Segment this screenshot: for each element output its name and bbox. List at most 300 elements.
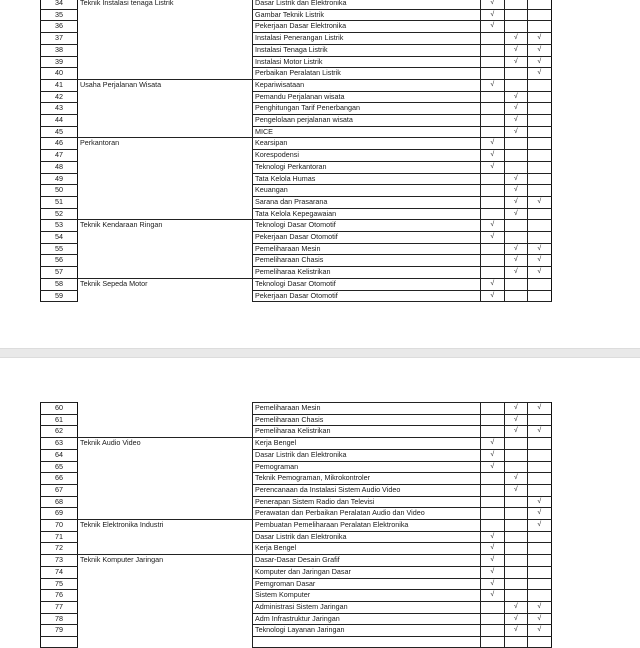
check-cell-3: [528, 566, 552, 578]
table-row: [41, 196, 552, 208]
program-cell: [78, 578, 253, 590]
checkmark-icon: √: [490, 532, 495, 540]
checkmark-icon: √: [490, 291, 495, 299]
program-cell: [78, 461, 253, 473]
check-cell-3: [528, 161, 552, 173]
row-number-cell: 72: [41, 543, 78, 555]
check-cell-3: [528, 625, 552, 637]
check-cell-1: [481, 0, 505, 9]
check-cell-2: [504, 520, 528, 532]
row-number-cell: 51: [41, 196, 78, 208]
program-cell: [78, 637, 253, 648]
subject-cell: Penerapan Sistem Radio dan Televisi: [253, 496, 481, 508]
subject-cell: Tata Kelola Kepegawaian: [253, 208, 481, 220]
check-cell-2: [504, 625, 528, 637]
check-cell-3: [528, 208, 552, 220]
subject-cell: Sarana dan Prasarana: [253, 196, 481, 208]
subject-cell: Perbaikan Peralatan Listrik: [253, 68, 481, 80]
subject-cell: Teknologi Layanan Jaringan: [253, 625, 481, 637]
check-cell-3: [528, 637, 552, 648]
subject-cell: Instalasi Penerangan Listrik: [253, 33, 481, 45]
row-number-cell: [41, 637, 78, 648]
program-cell: [78, 21, 253, 33]
program-cell: [78, 403, 253, 415]
table-row: [41, 138, 552, 150]
check-cell-2: [504, 68, 528, 80]
subject-cell: Instalasi Motor Listrik: [253, 56, 481, 68]
check-cell-3: [528, 461, 552, 473]
check-cell-3: [528, 414, 552, 426]
check-cell-1: [481, 33, 505, 45]
check-cell-3: [528, 21, 552, 33]
subject-cell: Teknik Pemograman, Mikrokontroler: [253, 473, 481, 485]
subject-cell: Perawatan dan Perbaikan Peralatan Audio dan Video: [253, 508, 481, 520]
program-cell: [78, 566, 253, 578]
program-cell: Perkantoran: [78, 138, 253, 150]
table-row: [41, 637, 552, 648]
table-row: [41, 185, 552, 197]
check-cell-2: [504, 543, 528, 555]
table-row: [41, 531, 552, 543]
table-row: [41, 625, 552, 637]
checkmark-icon: √: [490, 10, 495, 18]
row-number-cell: 63: [41, 438, 78, 450]
program-cell: [78, 232, 253, 244]
row-number-cell: 52: [41, 208, 78, 220]
subject-cell: Adm Infrastruktur Jaringan: [253, 613, 481, 625]
subject-cell: Pemeliharaan Mesin: [253, 243, 481, 255]
check-cell-1: [481, 613, 505, 625]
check-cell-1: [481, 103, 505, 115]
checkmark-icon: √: [513, 244, 518, 252]
program-cell: [78, 267, 253, 279]
checkmark-icon: √: [513, 104, 518, 112]
table-row: [41, 56, 552, 68]
check-cell-1: [481, 414, 505, 426]
subject-cell: Instalasi Tenaga Listrik: [253, 44, 481, 56]
program-cell: [78, 208, 253, 220]
table-row: [41, 496, 552, 508]
check-cell-3: [528, 243, 552, 255]
table-row: [41, 126, 552, 138]
subject-cell: Teknologi Perkantoran: [253, 161, 481, 173]
table-row: [41, 173, 552, 185]
check-cell-3: [528, 531, 552, 543]
check-cell-3: [528, 290, 552, 302]
check-cell-2: [504, 9, 528, 21]
check-cell-2: [504, 601, 528, 613]
row-number-cell: 77: [41, 601, 78, 613]
check-cell-3: [528, 9, 552, 21]
subject-cell: Pemeliharaan Mesin: [253, 403, 481, 415]
check-cell-3: [528, 91, 552, 103]
checkmark-icon: √: [513, 186, 518, 194]
table-row: [41, 33, 552, 45]
row-number-cell: 48: [41, 161, 78, 173]
table-row: [41, 79, 552, 91]
row-number-cell: 54: [41, 232, 78, 244]
checkmark-icon: √: [490, 221, 495, 229]
check-cell-2: [504, 150, 528, 162]
checkmark-icon: √: [513, 404, 518, 411]
check-cell-3: [528, 103, 552, 115]
check-cell-1: [481, 278, 505, 290]
checkmark-icon: √: [490, 0, 495, 6]
table-row: [41, 566, 552, 578]
subject-cell: Keuangan: [253, 185, 481, 197]
check-cell-3: [528, 185, 552, 197]
check-cell-2: [504, 414, 528, 426]
table-row: [41, 449, 552, 461]
row-number-cell: 50: [41, 185, 78, 197]
program-cell: [78, 601, 253, 613]
check-cell-1: [481, 496, 505, 508]
program-cell: Teknik Instalasi tenaga Listrik: [78, 0, 253, 9]
checkmark-icon: √: [490, 544, 495, 552]
check-cell-2: [504, 115, 528, 127]
check-cell-1: [481, 56, 505, 68]
row-number-cell: 49: [41, 173, 78, 185]
table-row: [41, 278, 552, 290]
program-cell: [78, 484, 253, 496]
check-cell-1: [481, 91, 505, 103]
row-number-cell: 57: [41, 267, 78, 279]
table-row: [41, 161, 552, 173]
row-number-cell: 56: [41, 255, 78, 267]
row-number-cell: 73: [41, 555, 78, 567]
row-number-cell: 39: [41, 56, 78, 68]
program-cell: [78, 126, 253, 138]
check-cell-3: [528, 33, 552, 45]
check-cell-3: [528, 449, 552, 461]
table-row: [41, 255, 552, 267]
table-row: [41, 578, 552, 590]
checkmark-icon: √: [490, 567, 495, 575]
check-cell-1: [481, 79, 505, 91]
row-number-cell: 69: [41, 508, 78, 520]
checkmark-icon: √: [490, 139, 495, 147]
row-number-cell: 61: [41, 414, 78, 426]
row-number-cell: 43: [41, 103, 78, 115]
check-cell-1: [481, 520, 505, 532]
checkmark-icon: √: [537, 626, 542, 634]
checkmark-icon: √: [537, 509, 542, 517]
program-cell: [78, 185, 253, 197]
row-number-cell: 65: [41, 461, 78, 473]
check-cell-2: [504, 578, 528, 590]
row-number-cell: 78: [41, 613, 78, 625]
check-cell-2: [504, 449, 528, 461]
checkmark-icon: √: [513, 45, 518, 53]
check-cell-1: [481, 473, 505, 485]
check-cell-2: [504, 267, 528, 279]
table-row: [41, 508, 552, 520]
table-row: [41, 115, 552, 127]
check-cell-3: [528, 601, 552, 613]
subject-cell: Kearsipan: [253, 138, 481, 150]
subject-cell: Penghitungan Tarif Penerbangan: [253, 103, 481, 115]
program-cell: [78, 496, 253, 508]
row-number-cell: 47: [41, 150, 78, 162]
program-cell: Teknik Elektronika Industri: [78, 520, 253, 532]
program-cell: [78, 173, 253, 185]
program-cell: [78, 68, 253, 80]
check-cell-1: [481, 232, 505, 244]
table-row: [41, 21, 552, 33]
checkmark-icon: √: [490, 450, 495, 458]
checkmark-icon: √: [490, 591, 495, 599]
checkmark-icon: √: [513, 474, 518, 482]
check-cell-3: [528, 79, 552, 91]
check-cell-2: [504, 484, 528, 496]
checkmark-icon: √: [537, 34, 542, 42]
table-row: [41, 555, 552, 567]
row-number-cell: 37: [41, 33, 78, 45]
check-cell-2: [504, 496, 528, 508]
program-cell: [78, 290, 253, 302]
checkmark-icon: √: [537, 69, 542, 77]
check-cell-1: [481, 625, 505, 637]
checkmark-icon: √: [513, 116, 518, 124]
check-cell-2: [504, 555, 528, 567]
checkmark-icon: √: [513, 127, 518, 135]
check-cell-3: [528, 138, 552, 150]
check-cell-2: [504, 508, 528, 520]
check-cell-2: [504, 91, 528, 103]
subject-cell: Dasar-Dasar Desain Grafif: [253, 555, 481, 567]
table-row: [41, 208, 552, 220]
subject-cell: Dasar Listrik dan Elektronika: [253, 531, 481, 543]
check-cell-3: [528, 484, 552, 496]
check-cell-2: [504, 566, 528, 578]
checkmark-icon: √: [513, 174, 518, 182]
subject-cell: Pekerjaan Dasar Elektronika: [253, 21, 481, 33]
check-cell-1: [481, 21, 505, 33]
subject-cell: [253, 637, 481, 648]
check-cell-1: [481, 185, 505, 197]
program-cell: [78, 531, 253, 543]
check-cell-1: [481, 566, 505, 578]
row-number-cell: 62: [41, 426, 78, 438]
table-row: [41, 601, 552, 613]
program-cell: [78, 613, 253, 625]
row-number-cell: 67: [41, 484, 78, 496]
check-cell-1: [481, 208, 505, 220]
checkmark-icon: √: [537, 45, 542, 53]
check-cell-2: [504, 278, 528, 290]
check-cell-3: [528, 150, 552, 162]
table-row: [41, 484, 552, 496]
checkmark-icon: √: [513, 34, 518, 42]
program-cell: [78, 625, 253, 637]
row-number-cell: 79: [41, 625, 78, 637]
curriculum-table-page-2: [40, 402, 552, 648]
check-cell-1: [481, 426, 505, 438]
subject-cell: Pemeliharaa Kelistrikan: [253, 426, 481, 438]
checkmark-icon: √: [537, 256, 542, 264]
table-row: [41, 91, 552, 103]
row-number-cell: 36: [41, 21, 78, 33]
checkmark-icon: √: [537, 521, 542, 529]
row-number-cell: 74: [41, 566, 78, 578]
subject-cell: Sistem Komputer: [253, 590, 481, 602]
checkmark-icon: √: [537, 614, 542, 622]
check-cell-2: [504, 220, 528, 232]
table-row: [41, 150, 552, 162]
row-number-cell: 53: [41, 220, 78, 232]
checkmark-icon: √: [537, 268, 542, 276]
check-cell-1: [481, 543, 505, 555]
check-cell-1: [481, 267, 505, 279]
check-cell-2: [504, 232, 528, 244]
check-cell-3: [528, 56, 552, 68]
checkmark-icon: √: [490, 556, 495, 564]
program-cell: [78, 590, 253, 602]
checkmark-icon: √: [490, 279, 495, 287]
check-cell-1: [481, 150, 505, 162]
check-cell-1: [481, 290, 505, 302]
program-cell: Teknik Komputer Jaringan: [78, 555, 253, 567]
check-cell-2: [504, 637, 528, 648]
check-cell-2: [504, 103, 528, 115]
check-cell-1: [481, 555, 505, 567]
row-number-cell: 41: [41, 79, 78, 91]
check-cell-1: [481, 461, 505, 473]
table-row: [41, 590, 552, 602]
subject-cell: Kepariwisataan: [253, 79, 481, 91]
check-cell-1: [481, 578, 505, 590]
check-cell-3: [528, 438, 552, 450]
row-number-cell: 34: [41, 0, 78, 9]
checkmark-icon: √: [513, 57, 518, 65]
check-cell-2: [504, 21, 528, 33]
check-cell-2: [504, 161, 528, 173]
check-cell-1: [481, 637, 505, 648]
table-row: [41, 290, 552, 302]
check-cell-1: [481, 173, 505, 185]
check-cell-1: [481, 44, 505, 56]
row-number-cell: 75: [41, 578, 78, 590]
checkmark-icon: √: [513, 626, 518, 634]
checkmark-icon: √: [513, 256, 518, 264]
subject-cell: Gambar Teknik Listrik: [253, 9, 481, 21]
program-cell: [78, 508, 253, 520]
check-cell-1: [481, 196, 505, 208]
row-number-cell: 64: [41, 449, 78, 461]
subject-cell: Dasar Listrik dan Elektronika: [253, 449, 481, 461]
program-cell: Teknik Audio Video: [78, 438, 253, 450]
table-row: [41, 232, 552, 244]
program-cell: [78, 196, 253, 208]
checkmark-icon: √: [490, 233, 495, 241]
table-row: [41, 543, 552, 555]
check-cell-1: [481, 438, 505, 450]
check-cell-3: [528, 44, 552, 56]
check-cell-1: [481, 115, 505, 127]
check-cell-1: [481, 138, 505, 150]
subject-cell: Perencanaan da Instalasi Sistem Audio Video: [253, 484, 481, 496]
subject-cell: Pembuatan Pemeliharaan Peralatan Elektronika: [253, 520, 481, 532]
check-cell-3: [528, 578, 552, 590]
check-cell-3: [528, 473, 552, 485]
check-cell-2: [504, 438, 528, 450]
subject-cell: MICE: [253, 126, 481, 138]
subject-cell: Komputer dan Jaringan Dasar: [253, 566, 481, 578]
check-cell-1: [481, 161, 505, 173]
check-cell-3: [528, 555, 552, 567]
check-cell-2: [504, 138, 528, 150]
subject-cell: Pemeliharaa Kelistrikan: [253, 267, 481, 279]
table-row: [41, 613, 552, 625]
row-number-cell: 68: [41, 496, 78, 508]
subject-cell: Administrasi Sistem Jaringan: [253, 601, 481, 613]
program-cell: Teknik Sepeda Motor: [78, 278, 253, 290]
row-number-cell: 35: [41, 9, 78, 21]
row-number-cell: 70: [41, 520, 78, 532]
check-cell-1: [481, 68, 505, 80]
checkmark-icon: √: [490, 80, 495, 88]
check-cell-3: [528, 508, 552, 520]
document-page-2: [0, 358, 640, 640]
check-cell-2: [504, 208, 528, 220]
check-cell-3: [528, 115, 552, 127]
check-cell-2: [504, 79, 528, 91]
check-cell-2: [504, 0, 528, 9]
row-number-cell: 44: [41, 115, 78, 127]
row-number-cell: 60: [41, 403, 78, 415]
check-cell-2: [504, 403, 528, 415]
program-cell: [78, 56, 253, 68]
table-row: [41, 520, 552, 532]
check-cell-1: [481, 590, 505, 602]
check-cell-3: [528, 126, 552, 138]
checkmark-icon: √: [513, 485, 518, 493]
check-cell-2: [504, 173, 528, 185]
check-cell-2: [504, 426, 528, 438]
check-cell-3: [528, 68, 552, 80]
subject-cell: Teknologi Dasar Otomotif: [253, 220, 481, 232]
checkmark-icon: √: [537, 602, 542, 610]
table-row: [41, 220, 552, 232]
checkmark-icon: √: [490, 439, 495, 447]
subject-cell: Dasar Listrik dan Elektronika: [253, 0, 481, 9]
checkmark-icon: √: [513, 602, 518, 610]
subject-cell: Pemeliharaan Chasis: [253, 255, 481, 267]
checkmark-icon: √: [490, 462, 495, 470]
subject-cell: Korespodensi: [253, 150, 481, 162]
row-number-cell: 66: [41, 473, 78, 485]
check-cell-1: [481, 126, 505, 138]
checkmark-icon: √: [537, 244, 542, 252]
subject-cell: Pengelolaan perjalanan wisata: [253, 115, 481, 127]
table-row: [41, 438, 552, 450]
row-number-cell: 42: [41, 91, 78, 103]
check-cell-1: [481, 531, 505, 543]
row-number-cell: 58: [41, 278, 78, 290]
program-cell: [78, 243, 253, 255]
check-cell-3: [528, 543, 552, 555]
table-row: [41, 426, 552, 438]
check-cell-2: [504, 33, 528, 45]
check-cell-3: [528, 613, 552, 625]
check-cell-2: [504, 473, 528, 485]
row-number-cell: 45: [41, 126, 78, 138]
check-cell-1: [481, 601, 505, 613]
check-cell-2: [504, 461, 528, 473]
check-cell-2: [504, 185, 528, 197]
check-cell-3: [528, 232, 552, 244]
subject-cell: Kerja Bengel: [253, 543, 481, 555]
